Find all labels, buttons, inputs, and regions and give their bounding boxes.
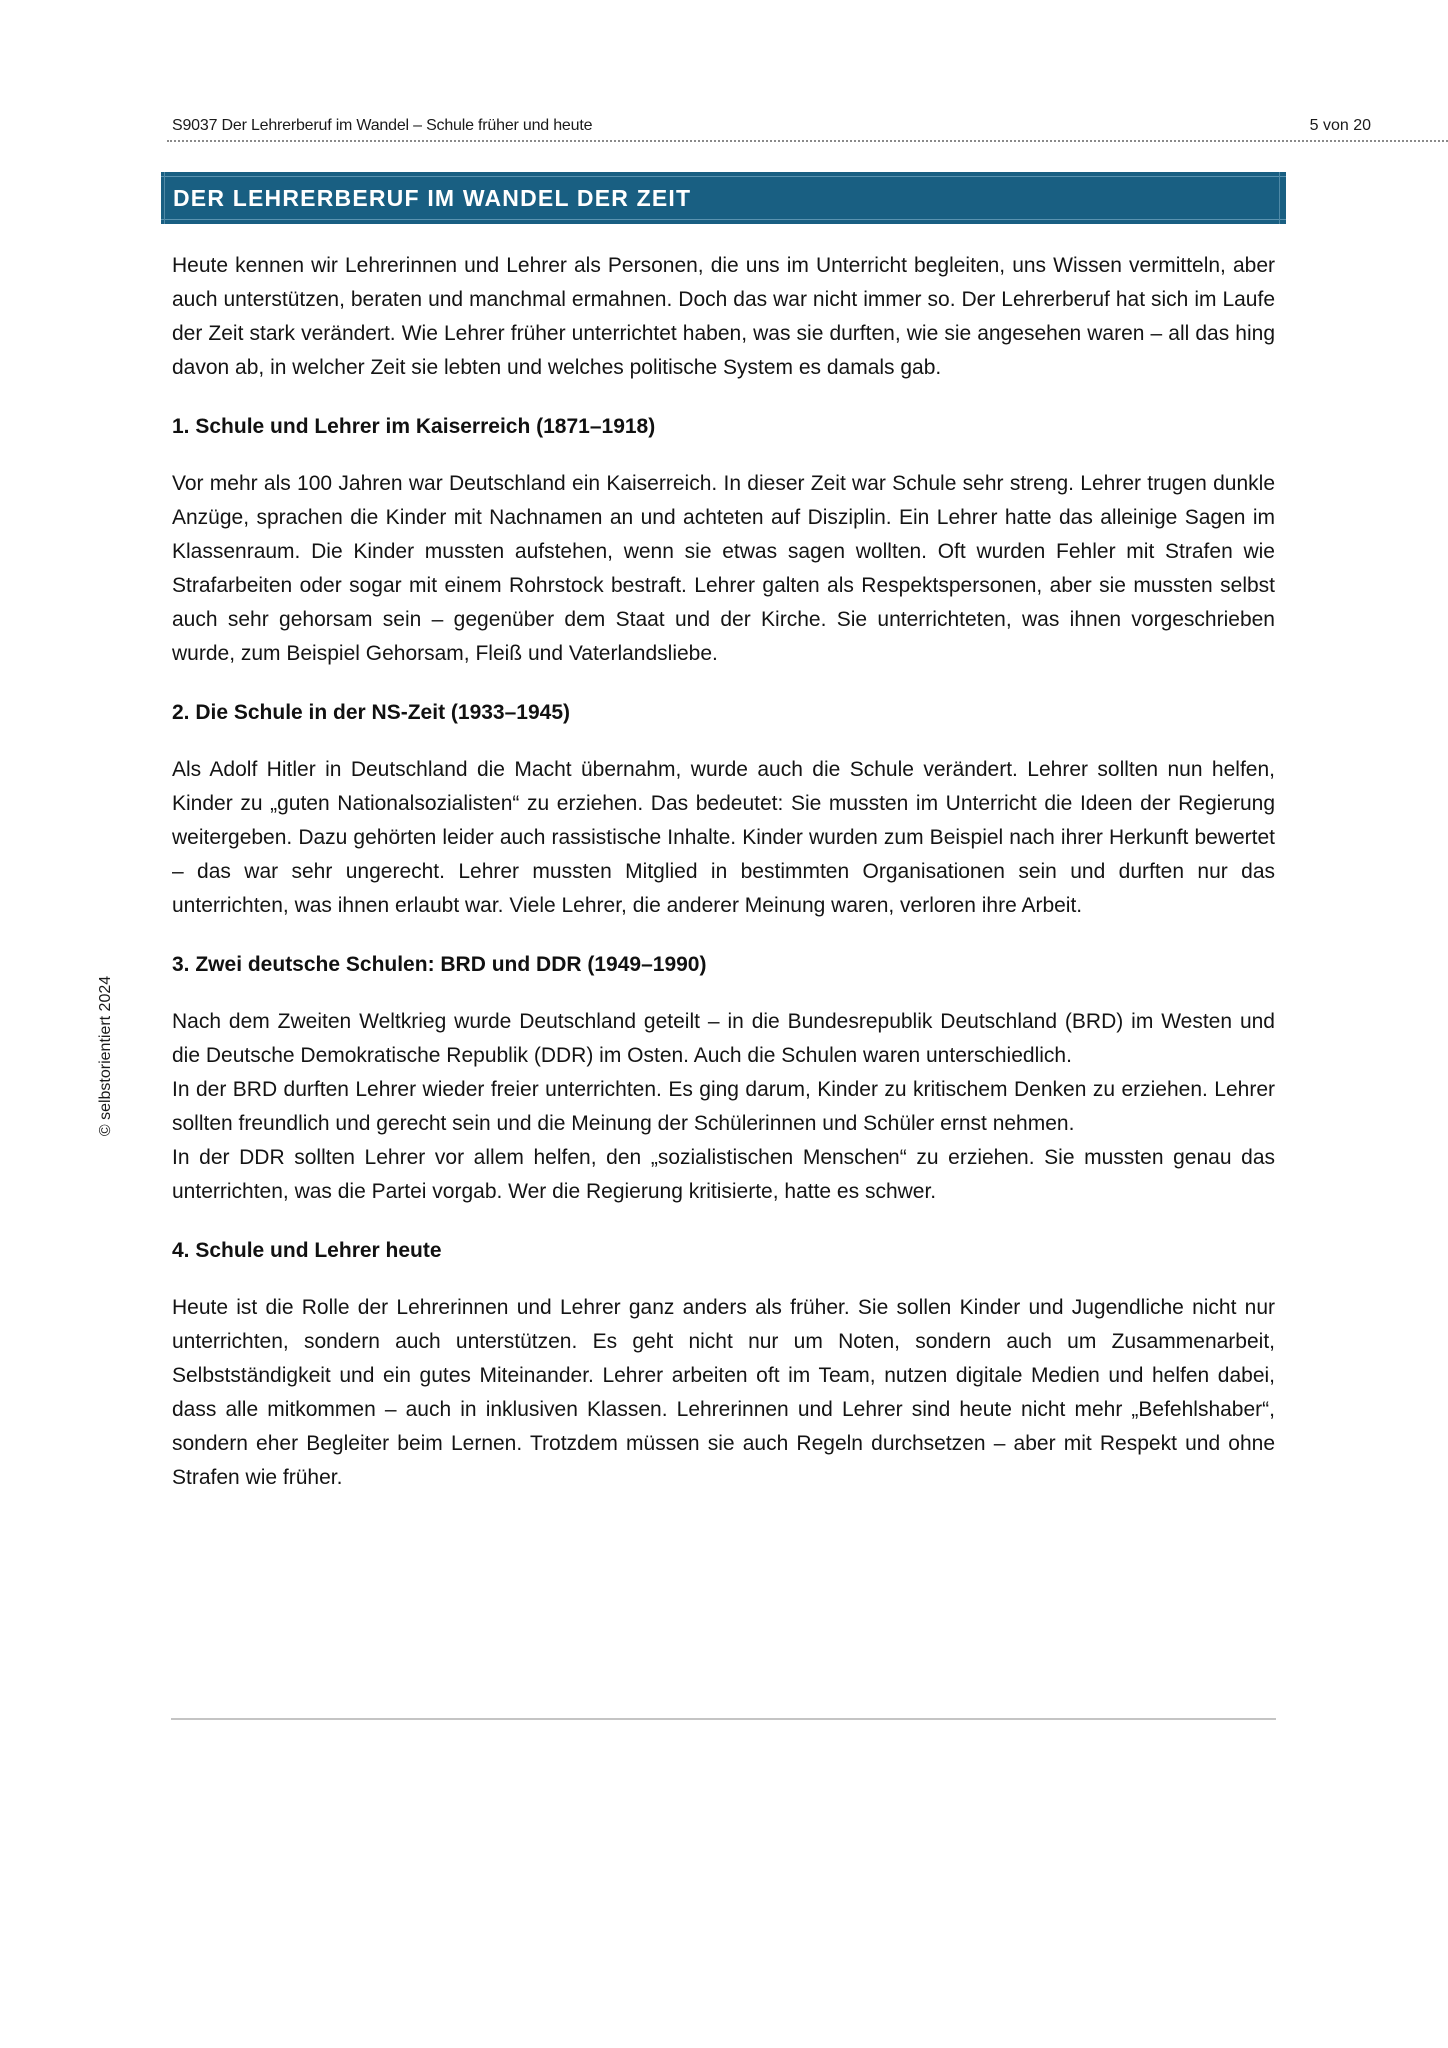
page-title: DER LEHRERBERUF IM WANDEL DER ZEIT — [173, 185, 692, 211]
section-heading-ns-zeit: 2. Die Schule in der NS-Zeit (1933–1945) — [172, 701, 570, 724]
footer-divider — [171, 1718, 1276, 1720]
section-title-bar — [161, 172, 1286, 224]
section-paragraph: Heute ist die Rolle der Lehrerinnen und Lehrer ganz anders als früher. Sie sollen Kinder und Jugendliche nicht nur unterrichten, sondern auch unterstützen. Es geht nicht nur um Noten, sondern auch um Zusammenarbeit, Selbstständigkeit und ein gutes Miteinander. Lehrer arbeiten oft im Team, nutzen digitale Medien und helfen dabei, dass alle mitkommen – auch in inklusiven Klassen. Lehrerinnen und Lehrer sind heute nicht mehr „Befehlshaber“, sondern eher Begleiter beim Lernen. Trotzdem müssen sie auch Regeln durchsetzen – aber mit Respekt und ohne Strafen wie früher. — [172, 1296, 1275, 1489]
page-number: 5 von 20 — [1309, 117, 1371, 134]
title-bar-inner-line — [164, 172, 165, 224]
title-bar-inner-line — [1279, 172, 1280, 224]
page-header — [172, 114, 1371, 138]
section-heading-heute: 4. Schule und Lehrer heute — [172, 1239, 442, 1262]
intro-paragraph: Heute kennen wir Lehrerinnen und Lehrer als Personen, die uns im Unterricht begleiten, uns Wissen vermitteln, aber auch unterstützen, beraten und manchmal ermahnen. Doch das war nicht immer so. Der Lehrerberuf hat sich im Laufe der Zeit stark verändert. Wie Lehrer früher unterrichtet haben, was sie durften, wie sie angesehen waren – all das hing davon ab, in welcher Zeit sie lebten und welches politische System es damals gab. — [172, 254, 1275, 379]
section-paragraph: Vor mehr als 100 Jahren war Deutschland ein Kaiserreich. In dieser Zeit war Schule sehr streng. Lehrer trugen dunkle Anzüge, sprachen die Kinder mit Nachnamen an und achteten auf Disziplin. Ein Lehrer hatte das alleinige Sagen im Klassenraum. Die Kinder mussten aufstehen, wenn sie etwas sagen wollten. Oft wurden Fehler mit Strafen wie Strafarbeiten oder sogar mit einem Rohrstock bestraft. Lehrer galten als Respektspersonen, aber sie mussten selbst auch sehr gehorsam sein – gegenüber dem Staat und der Kirche. Sie unterrichteten, was ihnen vorgeschrieben wurde, zum Beispiel Gehorsam, Fleiß und Vaterlandsliebe. — [172, 472, 1275, 665]
document-title: S9037 Der Lehrerberuf im Wandel – Schule früher und heute — [172, 117, 593, 134]
section-heading-brd-ddr: 3. Zwei deutsche Schulen: BRD und DDR (1949–1990) — [172, 953, 707, 976]
header-divider — [167, 140, 1448, 142]
document-body — [172, 249, 1275, 1520]
section-paragraph: Als Adolf Hitler in Deutschland die Macht übernahm, wurde auch die Schule verändert. Lehrer sollten nun helfen, Kinder zu „guten Nationalsozialisten“ zu erziehen. Das bedeutet: Sie mussten im Unterricht die Ideen der Regierung weitergeben. Dazu gehörten leider auch rassistische Inhalte. Kinder wurden zum Beispiel nach ihrer Herkunft bewertet – das war sehr ungerecht. Lehrer mussten Mitglied in bestimmten Organisationen sein und durften nur das unterrichten, was ihnen erlaubt war. Viele Lehrer, die anderer Meinung waren, verloren ihre Arbeit. — [172, 758, 1275, 917]
copyright-notice: © selbstorientiert 2024 — [97, 975, 114, 1137]
section-heading-kaiserreich: 1. Schule und Lehrer im Kaiserreich (1871–1918) — [172, 415, 656, 438]
section-paragraph: Nach dem Zweiten Weltkrieg wurde Deutschland geteilt – in die Bundesrepublik Deutschland (BRD) im Westen und die Deutsche Demokratische Republik (DDR) im Osten. Auch die Schulen waren unterschiedlich. — [172, 1010, 1275, 1067]
section-paragraph: In der BRD durften Lehrer wieder freier unterrichten. Es ging darum, Kinder zu kritischem Denken zu erziehen. Lehrer sollten freundlich und gerecht sein und die Meinung der Schülerinnen und Schüler ernst nehmen. — [172, 1078, 1275, 1135]
section-paragraph: In der DDR sollten Lehrer vor allem helfen, den „sozialistischen Menschen“ zu erziehen. Sie mussten genau das unterrichten, was die Partei vorgab. Wer die Regierung kritisierte, hatte es schwer. — [172, 1146, 1275, 1203]
